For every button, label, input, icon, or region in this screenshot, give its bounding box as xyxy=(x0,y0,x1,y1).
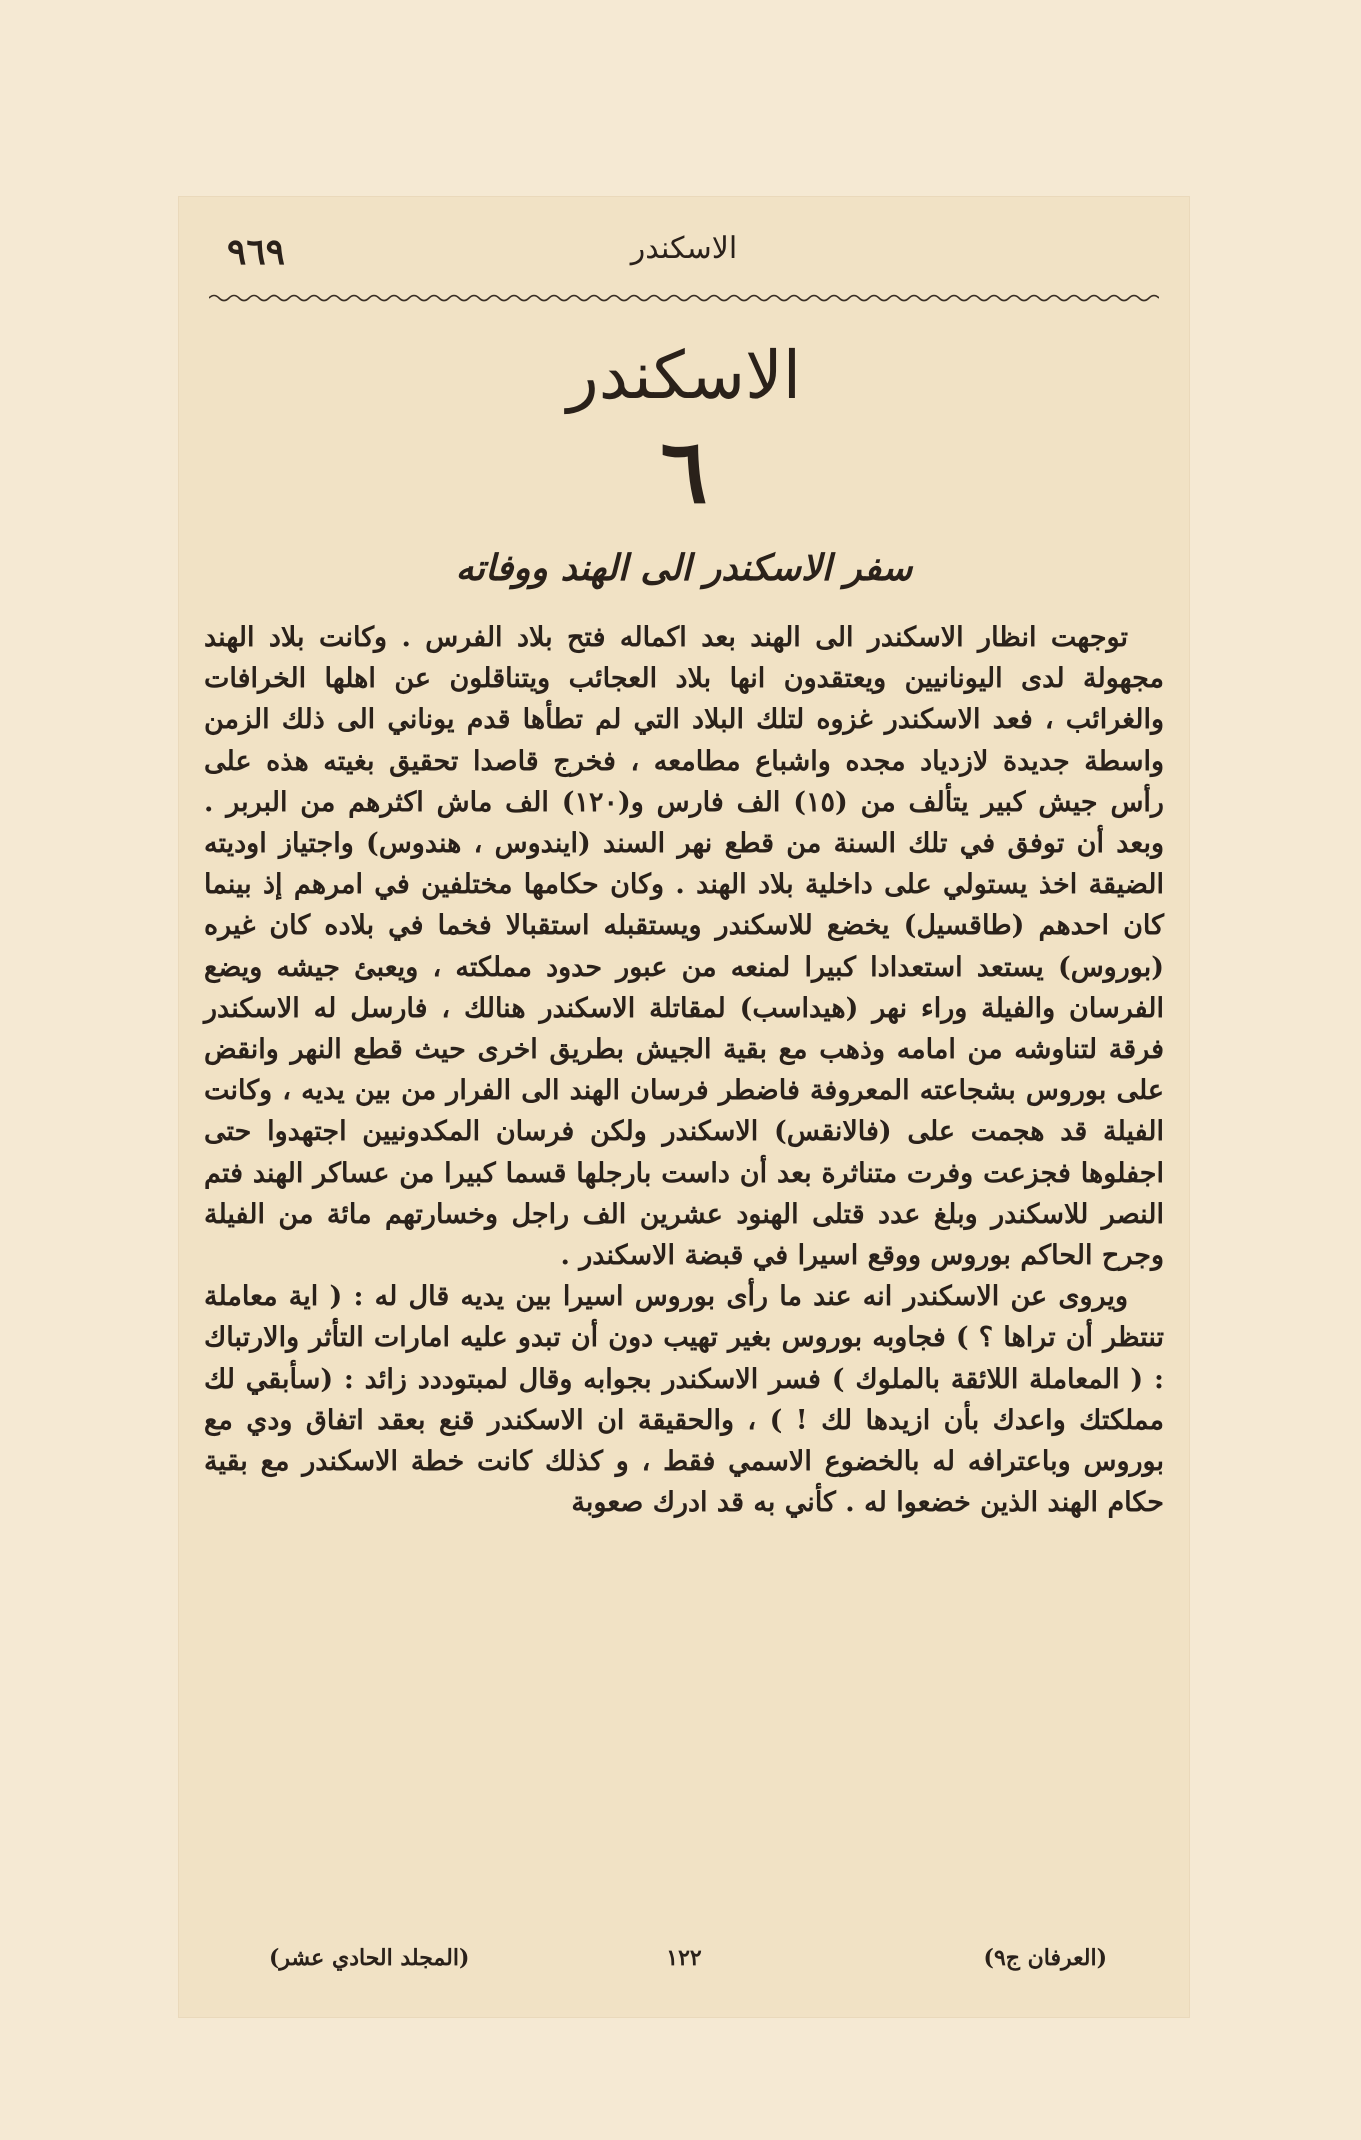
running-title: الاسكندر xyxy=(630,231,738,266)
journal-label: (العرفان ج٩) xyxy=(983,1945,1107,1971)
article-body xyxy=(204,617,1164,1523)
folio-number: ١٢٢ xyxy=(666,1945,702,1971)
paragraph: ويروى عن الاسكندر انه عند ما رأى بوروس اسيرا بين يديه قال له : ( اية معاملة تنتظر أن تراها ؟ ) فجاوبه بوروس بغير تهيب دون أن تبدو عليه امارات التأثر والارتباك : ( المعاملة اللائقة بالملوك ) فسر الاسكندر بجوابه وقال لمبتوددد زائد : (سأبقي لك مملكتك واعدك بأن ازيدها لك ! ) ، والحقيقة ان الاسكندر قنع بعقد اتفاق ودي مع بوروس وباعترافه له بالخضوع الاسمي فقط ، و كذلك كانت خطة الاسكندر مع بقية حكام الهند الذين خضعوا له . كأني به قد ادرك صعوبة xyxy=(204,1281,1164,1519)
section-subtitle: سفر الاسكندر الى الهند ووفاته xyxy=(455,547,913,589)
part-number: ٦ xyxy=(660,419,708,523)
paragraph: توجهت انظار الاسكندر الى الهند بعد اكماله فتح بلاد الفرس . وكانت بلاد الهند مجهولة لدى اليونانيين ويعتقدون انها بلاد العجائب ويتناقلون عن اهلها الخرافات والغرائب ، فعد الاسكندر غزوه لتلك البلاد التي لم تطأها قدم يوناني الى ذلك الزمن واسطة جديدة لازدياد مجده واشباع مطامعه ، فخرج قاصدا تحقيق بغيته هذه على رأس جيش كبير يتألف من (١٥) الف فارس و(١٢٠) الف ماش اكثرهم من البربر . وبعد أن توفق في تلك السنة من قطع نهر السند (ايندوس ، هندوس) واجتياز اوديته الضيقة اخذ يستولي على داخلية بلاد الهند . وكان حكامها مختلفين في امرهم إذ بينما كان احدهم (طاقسيل) يخضع للاسكندر ويستقبله استقبالا فخما في بلاده كان غيره (بوروس) يستعد استعدادا كبيرا لمنعه من عبور حدود مملكته ، ويعبئ جيشه ويضع الفرسان والفيلة وراء نهر (هيداسب) لمقاتلة الاسكندر هنالك ، فارسل له الاسكندر فرقة لتناوشه من امامه وذهب مع بقية الجيش بطريق اخرى حيث قطع النهر وانقض على بوروس بشجاعته المعروفة فاضطر فرسان الهند الى الفرار من بين يديه ، وكانت الفيلة قد هجمت على (فالانقس) الاسكندر ولكن فرسان المكدونيين اجتهدوا حتى اجفلوها فجزعت وفرت متناثرة بعد أن داست بارجلها قسما كبيرا من عساكر الهند فتم النصر للاسكندر وبلغ عدد قتلى الهنود عشرين الف راجل وخسارتهم مائة من الفيلة وجرح الحاكم بوروس ووقع اسيرا في قبضة الاسكندر . xyxy=(204,622,1164,1272)
page-number: ٩٦٩ xyxy=(227,231,286,273)
page-footer xyxy=(179,1945,1189,1985)
article-title: الاسكندر xyxy=(566,337,802,414)
volume-label: (المجلد الحادي عشر) xyxy=(269,1945,470,1971)
wavy-divider xyxy=(209,293,1159,303)
running-header xyxy=(179,231,1189,281)
page xyxy=(179,197,1189,2017)
